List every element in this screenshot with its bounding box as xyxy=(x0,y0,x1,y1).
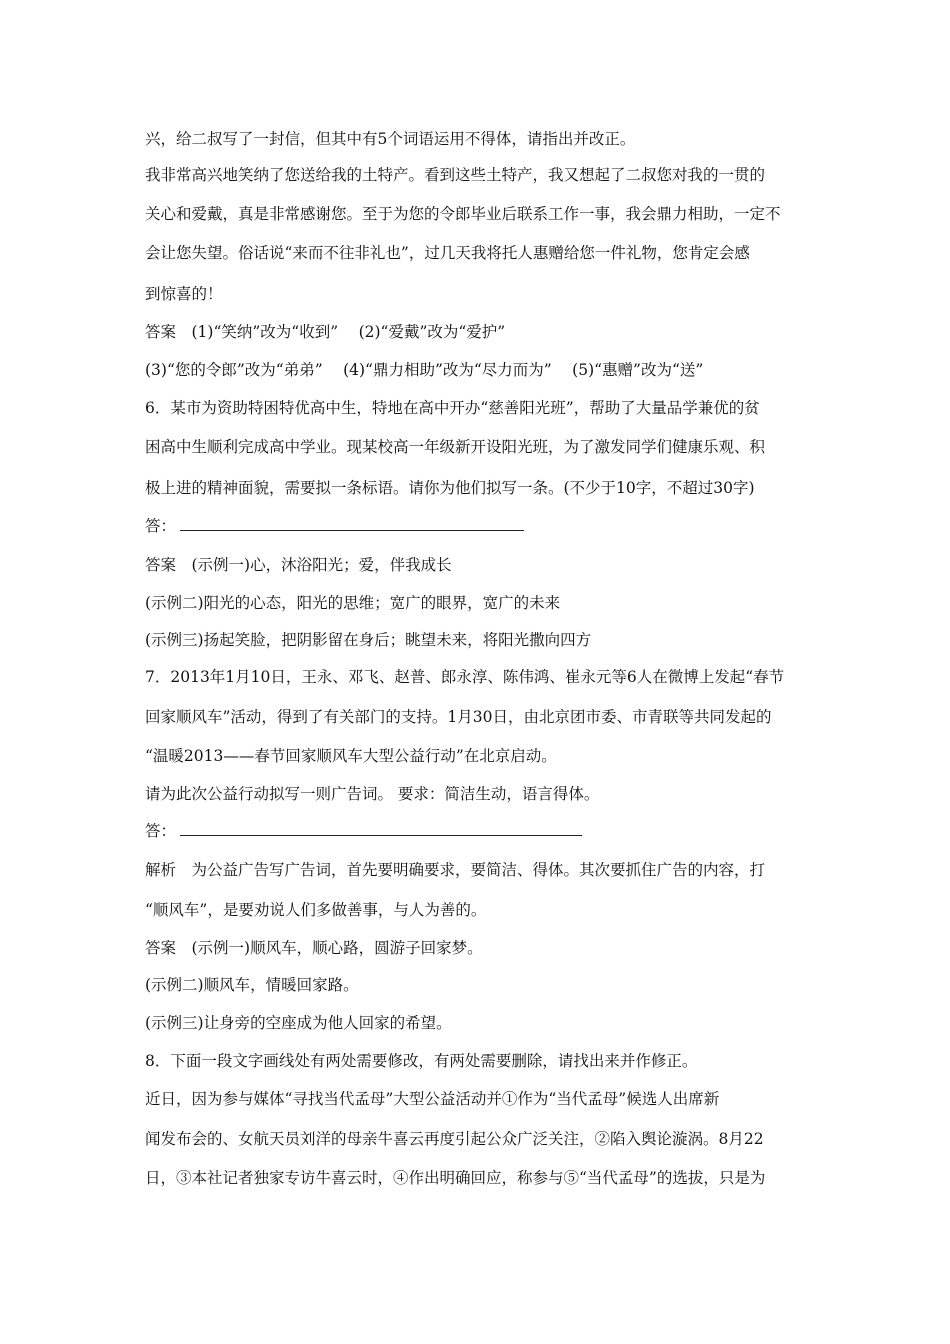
question-7-line: “温暖2013——春节回家顺风车大型公益行动”在北京启动。 xyxy=(145,747,557,765)
answer-prompt-line xyxy=(145,820,807,842)
question-6-line: 6．某市为资助特困特优高中生，特地在高中开办“慈善阳光班”，帮助了大量品学兼优的贫 xyxy=(145,399,760,417)
analysis-line: 解析 为公益广告写广告词，首先要明确要求，要简洁、得体。其次要抓住广告的内容，打 xyxy=(145,861,766,879)
question-7-line: 7．2013年1月10日，王永、邓飞、赵普、郎永淳、陈伟鸿、崔永元等6人在微博上发起“春节 xyxy=(145,668,785,686)
answer-line: 答案 (1)“笑纳”改为“收到” (2)“爱戴”改为“爱护” xyxy=(145,323,506,341)
text-line: 到惊喜的！ xyxy=(145,285,223,303)
text-line: 我非常高兴地笑纳了您送给我的土特产。看到这些土特产，我又想起了二叔您对我的一贯的 xyxy=(145,166,766,184)
answer-prompt-line xyxy=(145,515,807,537)
answer-line: 答案 (示例一)顺风车，顺心路，圆游子回家梦。 xyxy=(145,939,483,957)
text-line: 兴，给二叔写了一封信，但其中有5个词语运用不得体，请指出并改正。 xyxy=(145,130,636,148)
analysis-line: “顺风车”，是要劝说人们多做善事，与人为善的。 xyxy=(145,901,487,919)
answer-blank[interactable] xyxy=(180,821,582,836)
text-line: 关心和爱戴，真是非常感谢您。至于为您的令郎毕业后联系工作一事，我会鼎力相助，一定不 xyxy=(145,205,781,223)
answer-blank[interactable] xyxy=(180,516,524,531)
question-8-line: 近日，因为参与媒体“寻找当代孟母”大型公益活动并①作为“当代孟母”候选人出席新 xyxy=(145,1090,720,1108)
question-6-line: 困高中生顺利完成高中学业。现某校高一年级新开设阳光班，为了激发同学们健康乐观、积 xyxy=(145,438,766,456)
question-7-line: 回家顺风车”活动，得到了有关部门的支持。1月30日，由北京团市委、市青联等共同发起的 xyxy=(145,708,772,726)
example-line: (示例二)顺风车，情暖回家路。 xyxy=(145,976,359,994)
answer-prompt: 答： xyxy=(145,822,177,840)
text-line: 会让您失望。俗话说“来而不往非礼也”，过几天我将托人惠赠给您一件礼物，您肯定会感 xyxy=(145,244,750,262)
example-line: (示例三)扬起笑脸，把阴影留在身后；眺望未来，将阳光撒向四方 xyxy=(145,631,592,649)
question-8-line: 日，③本社记者独家专访牛喜云时，④作出明确回应，称参与⑤“当代孟母”的选拔，只是为 xyxy=(145,1169,766,1187)
answer-line: 答案 (示例一)心，沐浴阳光；爱，伴我成长 xyxy=(145,556,452,574)
answer-prompt: 答： xyxy=(145,517,177,535)
question-6-line: 极上进的精神面貌，需要拟一条标语。请你为他们拟写一条。(不少于10字，不超过30字) xyxy=(145,479,755,497)
example-line: (示例三)让身旁的空座成为他人回家的希望。 xyxy=(145,1014,452,1032)
question-7-line: 请为此次公益行动拟写一则广告词。 要求：简洁生动，语言得体。 xyxy=(145,785,600,803)
question-8-line: 闻发布会的、女航天员刘洋的母亲牛喜云再度引起公众广泛关注，②陷入舆论漩涡。8月22 xyxy=(145,1130,764,1148)
question-8-line: 8．下面一段文字画线处有两处需要修改，有两处需要删除，请找出来并作修正。 xyxy=(145,1052,698,1070)
answer-line: (3)“您的令郎”改为“弟弟” (4)“鼎力相助”改为“尽力而为” (5)“惠赠”改为“送” xyxy=(145,361,704,379)
example-line: (示例二)阳光的心态，阳光的思维；宽广的眼界，宽广的未来 xyxy=(145,594,561,612)
